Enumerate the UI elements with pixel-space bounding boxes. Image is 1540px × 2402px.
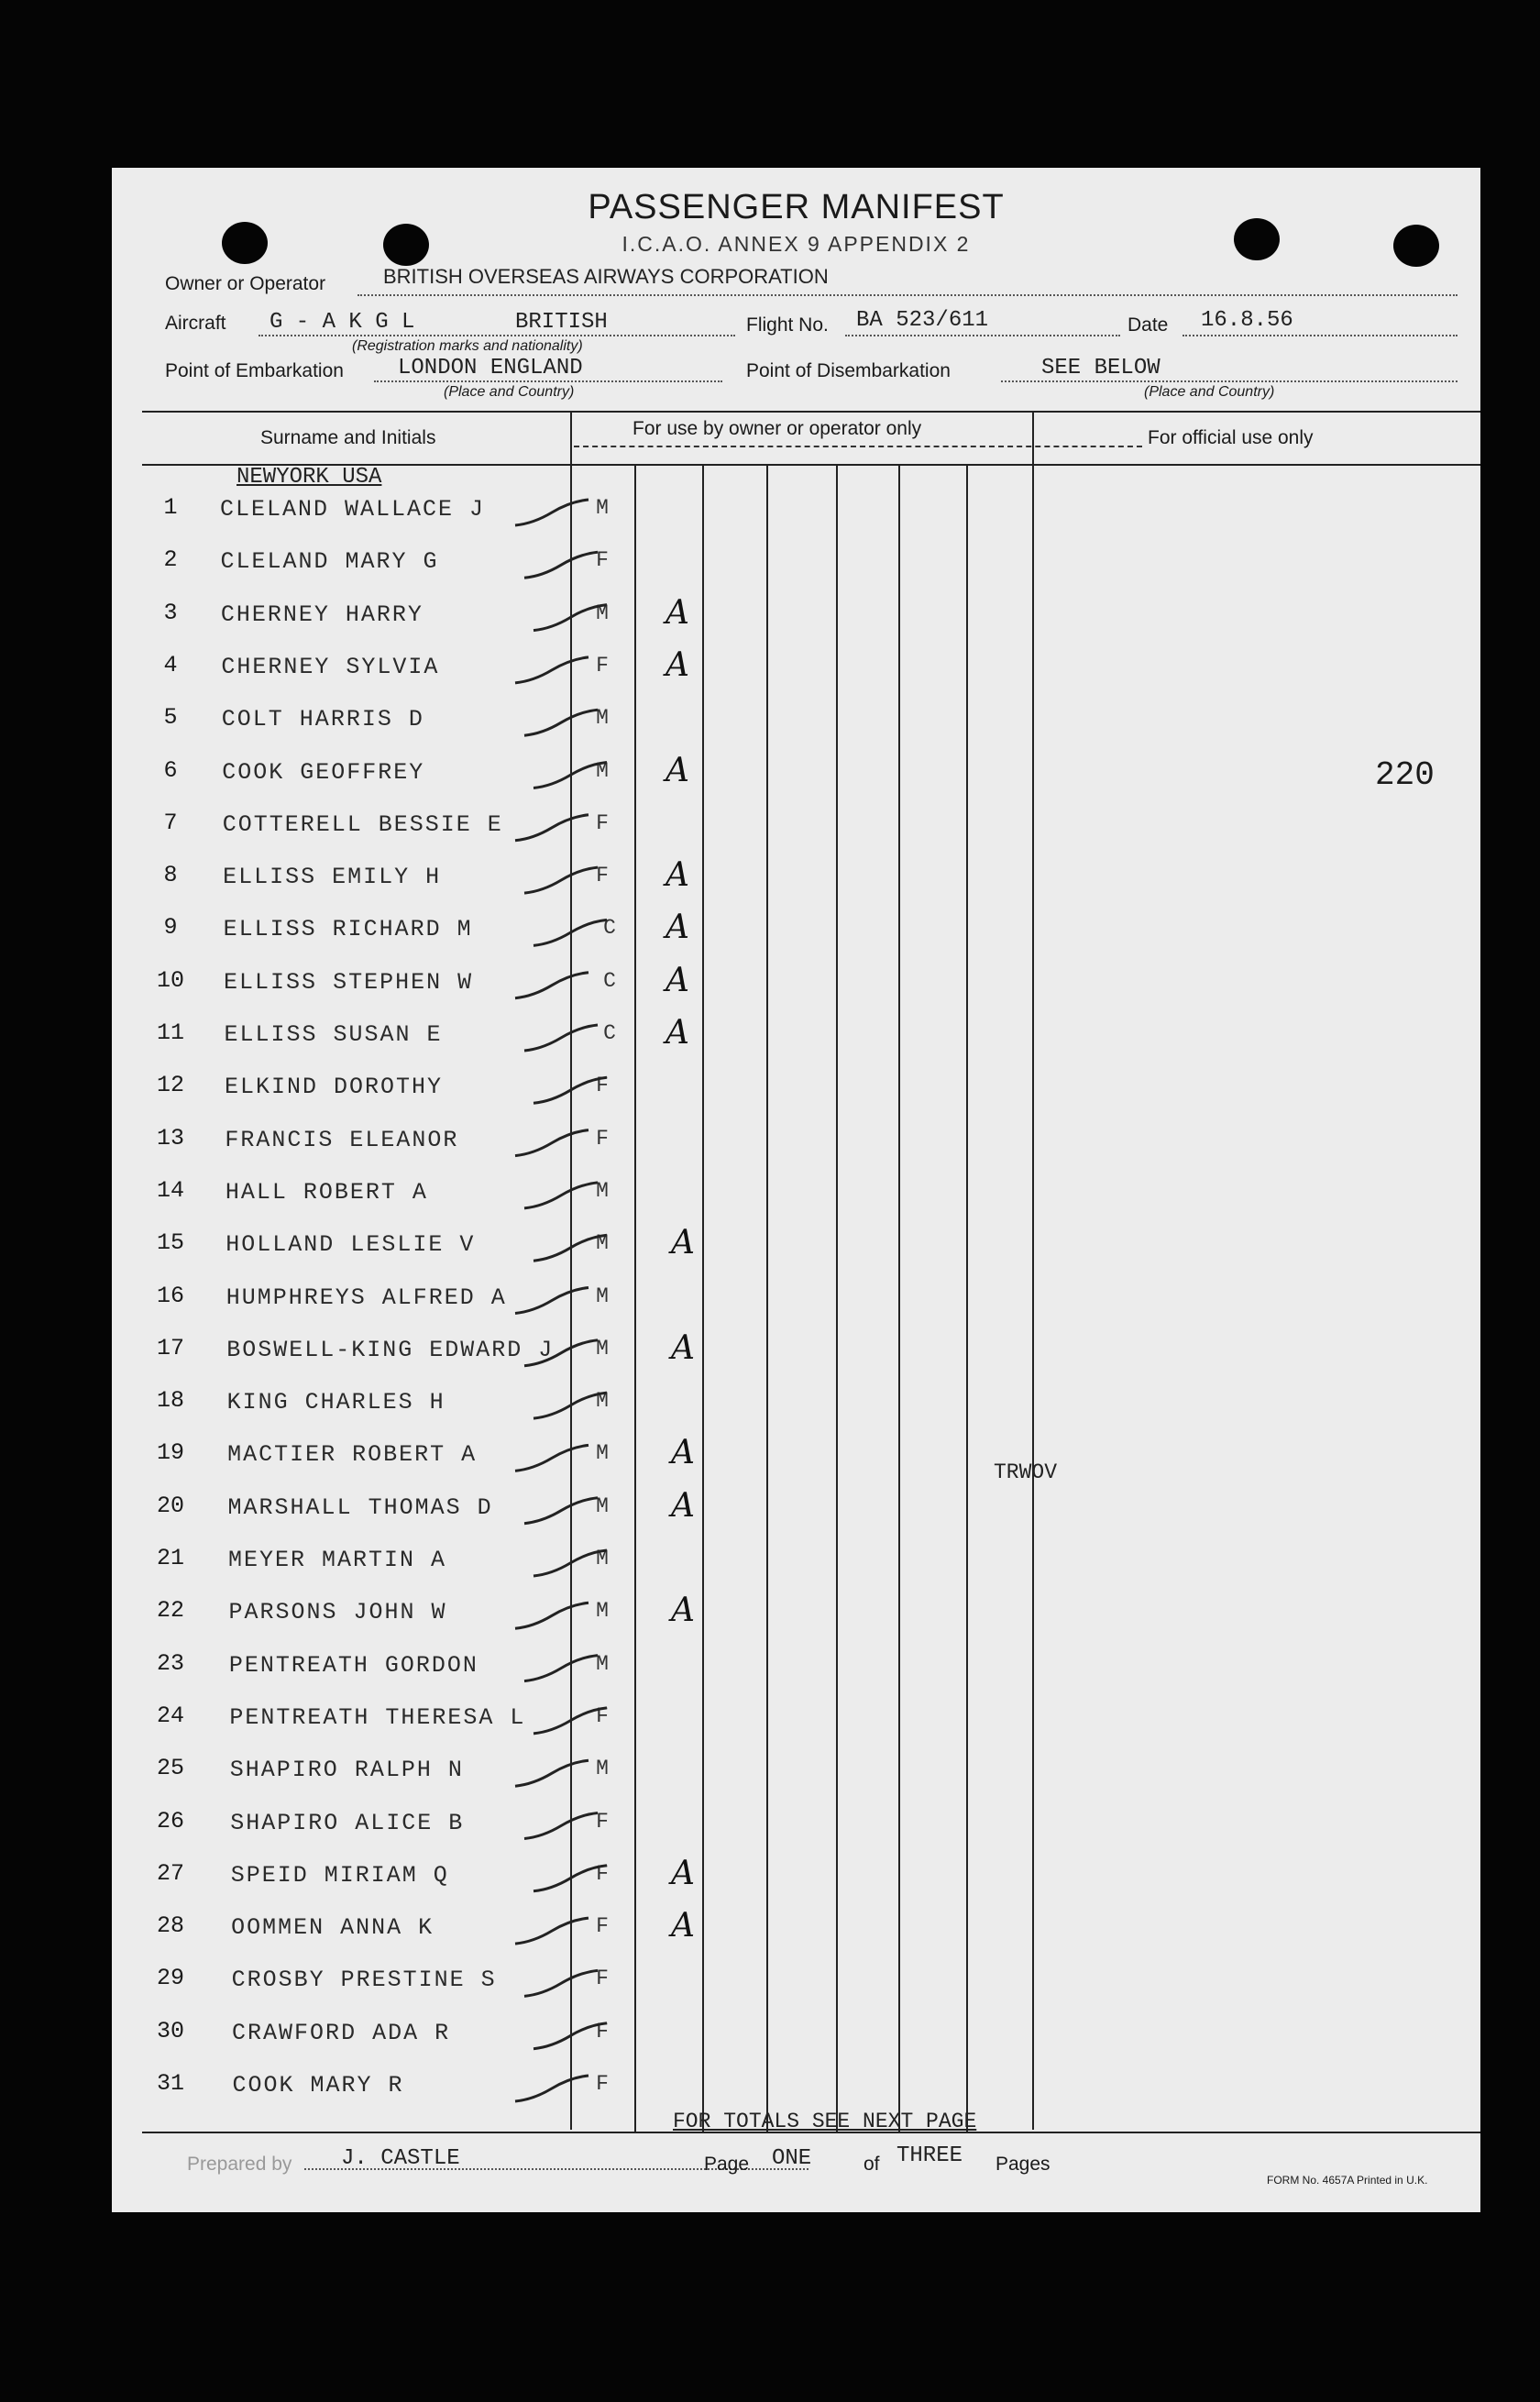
row-number: 3 bbox=[163, 599, 178, 626]
page-label: Page bbox=[704, 2154, 750, 2175]
passenger-name: FRANCIS ELEANOR bbox=[225, 1126, 459, 1153]
passenger-sex: M bbox=[596, 1441, 609, 1466]
passenger-sex: M bbox=[596, 1389, 609, 1414]
check-tick bbox=[515, 1918, 588, 1944]
of-label: of bbox=[864, 2154, 880, 2175]
check-tick bbox=[534, 605, 607, 631]
passenger-sex: F bbox=[596, 2019, 609, 2044]
passenger-sex: M bbox=[596, 706, 609, 731]
passenger-name: ELLISS RICHARD M bbox=[223, 916, 473, 943]
check-tick bbox=[524, 867, 598, 893]
check-tick bbox=[515, 657, 588, 683]
flight-value: BA 523/611 bbox=[856, 308, 989, 333]
passenger-name: SHAPIRO RALPH N bbox=[229, 1757, 464, 1784]
passenger-sex: M bbox=[596, 758, 609, 783]
status-mark-a: A bbox=[666, 751, 689, 789]
check-tick bbox=[534, 763, 607, 788]
form-title: PASSENGER MANIFEST bbox=[588, 188, 1005, 226]
passenger-sex: F bbox=[596, 1703, 609, 1728]
row-number: 29 bbox=[156, 1965, 184, 1992]
check-tick bbox=[534, 1708, 607, 1734]
check-tick bbox=[534, 1393, 607, 1418]
status-mark-a: A bbox=[671, 1592, 695, 1630]
passenger-name: COOK GEOFFREY bbox=[222, 758, 425, 786]
passenger-name: CLELAND WALLACE J bbox=[220, 496, 486, 523]
passenger-sex: F bbox=[596, 2072, 609, 2096]
date-value: 16.8.56 bbox=[1201, 308, 1293, 333]
passenger-name: ELLISS EMILY H bbox=[223, 864, 442, 891]
row-number: 14 bbox=[156, 1176, 184, 1204]
passenger-name: HALL ROBERT A bbox=[225, 1178, 428, 1206]
passenger-name: CLELAND MARY G bbox=[220, 548, 439, 576]
passenger-sex: M bbox=[596, 1231, 609, 1256]
prepared-by-value: J. CASTLE bbox=[341, 2146, 460, 2171]
row-number: 17 bbox=[156, 1334, 184, 1361]
passenger-name: ELLISS SUSAN E bbox=[224, 1021, 443, 1048]
passenger-name: CRAWFORD ADA R bbox=[232, 2019, 451, 2046]
col-header-name: Surname and Initials bbox=[260, 427, 436, 448]
embarkation-note: (Place and Country) bbox=[444, 384, 575, 400]
passenger-name: PENTREATH THERESA L bbox=[229, 1703, 526, 1731]
status-mark-a: A bbox=[671, 1224, 695, 1262]
status-mark-a: A bbox=[666, 856, 689, 895]
check-tick bbox=[534, 1235, 607, 1261]
passenger-name: MARSHALL THOMAS D bbox=[227, 1493, 493, 1521]
row-number: 2 bbox=[163, 546, 178, 574]
passenger-name: CROSBY PRESTINE S bbox=[231, 1967, 497, 1994]
passenger-sex: M bbox=[596, 1651, 609, 1676]
status-mark-a: A bbox=[666, 645, 689, 684]
passenger-sex: M bbox=[596, 1493, 609, 1518]
aircraft-nationality: BRITISH bbox=[515, 310, 608, 335]
row-number: 26 bbox=[156, 1807, 184, 1835]
passenger-sex: C bbox=[603, 1021, 616, 1045]
row-number: 30 bbox=[156, 2017, 184, 2044]
passenger-name: KING CHARLES H bbox=[226, 1389, 446, 1416]
check-tick bbox=[524, 710, 598, 735]
row-number: 13 bbox=[156, 1124, 184, 1151]
status-mark-a: A bbox=[671, 1486, 695, 1525]
check-tick bbox=[515, 2076, 588, 2101]
passenger-name: MEYER MARTIN A bbox=[228, 1547, 447, 1573]
check-tick bbox=[524, 1498, 598, 1524]
check-tick bbox=[534, 1866, 607, 1891]
embarkation-label: Point of Embarkation bbox=[165, 360, 344, 381]
status-mark-a: A bbox=[671, 1907, 695, 1945]
passenger-name: OOMMEN ANNA K bbox=[231, 1914, 434, 1942]
check-tick bbox=[515, 500, 588, 525]
aircraft-registration: G - A K G L bbox=[270, 310, 415, 335]
passenger-name: MACTIER ROBERT A bbox=[227, 1441, 478, 1469]
embarkation-value: LONDON ENGLAND bbox=[398, 356, 583, 380]
row-number: 25 bbox=[156, 1755, 184, 1782]
row-number: 12 bbox=[156, 1072, 184, 1099]
passenger-sex: M bbox=[596, 600, 609, 625]
passenger-sex: C bbox=[603, 916, 616, 941]
status-mark-a: A bbox=[671, 1434, 695, 1472]
row-number: 16 bbox=[156, 1282, 184, 1309]
transit-note: TRWOV bbox=[994, 1460, 1058, 1484]
check-tick bbox=[515, 1445, 588, 1471]
row-number: 21 bbox=[156, 1545, 184, 1571]
check-tick bbox=[534, 1550, 607, 1576]
passenger-name: SHAPIRO ALICE B bbox=[230, 1809, 465, 1836]
aircraft-note: (Registration marks and nationality) bbox=[352, 338, 583, 354]
passenger-sex: C bbox=[603, 968, 616, 993]
row-number: 18 bbox=[156, 1387, 184, 1415]
form-number: FORM No. 4657A Printed in U.K. bbox=[1267, 2174, 1428, 2187]
disembarkation-value: SEE BELOW bbox=[1041, 356, 1160, 380]
passenger-name: BOSWELL-KING EDWARD J bbox=[226, 1336, 555, 1363]
pages-label: Pages bbox=[996, 2154, 1050, 2175]
passenger-sex: F bbox=[596, 653, 609, 678]
totals-note: FOR TOTALS SEE NEXT PAGE bbox=[673, 2110, 977, 2133]
row-number: 15 bbox=[156, 1229, 184, 1257]
status-mark-a: A bbox=[666, 1014, 689, 1052]
passenger-sex: M bbox=[596, 1336, 609, 1361]
row-number: 23 bbox=[156, 1649, 184, 1677]
destination-heading: NEWYORK USA bbox=[236, 465, 382, 490]
row-number: 8 bbox=[163, 862, 178, 889]
col-header-official: For official use only bbox=[1148, 427, 1314, 448]
status-mark-a: A bbox=[671, 1328, 695, 1367]
check-tick bbox=[524, 1813, 598, 1839]
passenger-name: COLT HARRIS D bbox=[221, 706, 424, 733]
passenger-sex: F bbox=[596, 810, 609, 835]
form-subtitle: I.C.A.O. ANNEX 9 APPENDIX 2 bbox=[622, 232, 971, 256]
aircraft-label: Aircraft bbox=[165, 313, 226, 334]
passenger-sex: F bbox=[596, 1967, 609, 1991]
passenger-name: HOLLAND LESLIE V bbox=[226, 1231, 476, 1259]
manifest-sheet bbox=[112, 168, 1480, 2212]
passenger-name: CHERNEY SYLVIA bbox=[221, 653, 440, 680]
passenger-sex: F bbox=[596, 1809, 609, 1834]
col-header-operator: For use by owner or operator only bbox=[632, 418, 922, 439]
passenger-name: COOK MARY R bbox=[232, 2072, 404, 2099]
passenger-sex: F bbox=[596, 548, 609, 573]
passenger-name: ELLISS STEPHEN W bbox=[224, 968, 474, 996]
row-number: 10 bbox=[156, 966, 184, 994]
passenger-sex: M bbox=[596, 496, 609, 520]
check-tick bbox=[515, 1130, 588, 1156]
passenger-sex: F bbox=[596, 1074, 609, 1098]
flight-label: Flight No. bbox=[746, 314, 829, 336]
date-label: Date bbox=[1128, 314, 1169, 336]
passenger-sex: F bbox=[596, 1861, 609, 1886]
check-tick bbox=[515, 973, 588, 998]
disembarkation-label: Point of Disembarkation bbox=[746, 360, 951, 381]
official-reference-number: 220 bbox=[1375, 756, 1435, 794]
row-number: 20 bbox=[156, 1492, 184, 1519]
prepared-by-label: Prepared by bbox=[187, 2154, 292, 2175]
passenger-name: CHERNEY HARRY bbox=[220, 600, 424, 628]
row-number: 7 bbox=[163, 809, 178, 836]
check-tick bbox=[515, 815, 588, 841]
check-tick bbox=[515, 1603, 588, 1628]
status-mark-a: A bbox=[666, 909, 689, 947]
row-number: 19 bbox=[156, 1439, 184, 1467]
row-number: 27 bbox=[156, 1859, 184, 1887]
passenger-name: SPEID MIRIAM Q bbox=[230, 1861, 449, 1889]
passenger-sex: F bbox=[596, 1126, 609, 1151]
row-number: 31 bbox=[156, 2070, 184, 2097]
row-number: 6 bbox=[163, 756, 178, 784]
passenger-sex: F bbox=[596, 864, 609, 888]
check-tick bbox=[524, 552, 598, 578]
check-tick bbox=[515, 1288, 588, 1314]
owner-value: BRITISH OVERSEAS AIRWAYS CORPORATION bbox=[383, 265, 829, 288]
disembarkation-note: (Place and Country) bbox=[1144, 384, 1275, 400]
passenger-name: PENTREATH GORDON bbox=[228, 1651, 478, 1679]
passenger-sex: M bbox=[596, 1757, 609, 1781]
check-tick bbox=[515, 1760, 588, 1786]
status-mark-a: A bbox=[671, 1854, 695, 1892]
passenger-sex: M bbox=[596, 1547, 609, 1570]
passenger-name: COTTERELL BESSIE E bbox=[222, 810, 503, 838]
passenger-sex: M bbox=[596, 1284, 609, 1308]
status-mark-a: A bbox=[666, 593, 689, 632]
check-tick bbox=[534, 2023, 607, 2049]
passenger-sex: F bbox=[596, 1914, 609, 1939]
row-number: 5 bbox=[163, 704, 178, 732]
passenger-name: HUMPHREYS ALFRED A bbox=[226, 1284, 507, 1311]
row-number: 11 bbox=[156, 1019, 184, 1046]
check-tick bbox=[524, 1970, 598, 1996]
passenger-name: ELKIND DOROTHY bbox=[224, 1074, 443, 1101]
owner-label: Owner or Operator bbox=[165, 273, 326, 294]
passenger-sex: M bbox=[596, 1599, 609, 1624]
row-number: 24 bbox=[156, 1702, 184, 1729]
row-number: 28 bbox=[156, 1912, 184, 1940]
passenger-sex: M bbox=[596, 1178, 609, 1203]
check-tick bbox=[534, 920, 607, 945]
row-number: 9 bbox=[163, 914, 178, 942]
row-number: 4 bbox=[163, 651, 178, 678]
check-tick bbox=[524, 1340, 598, 1366]
check-tick bbox=[524, 1183, 598, 1208]
check-tick bbox=[524, 1656, 598, 1681]
status-mark-a: A bbox=[666, 961, 689, 999]
check-tick bbox=[534, 1077, 607, 1103]
check-tick-marks bbox=[112, 168, 1480, 2212]
of-value: THREE bbox=[896, 2143, 963, 2168]
check-tick bbox=[524, 1025, 598, 1051]
page-value: ONE bbox=[772, 2146, 812, 2171]
row-number: 22 bbox=[156, 1597, 184, 1625]
row-number: 1 bbox=[163, 494, 178, 521]
passenger-name: PARSONS JOHN W bbox=[228, 1599, 447, 1626]
